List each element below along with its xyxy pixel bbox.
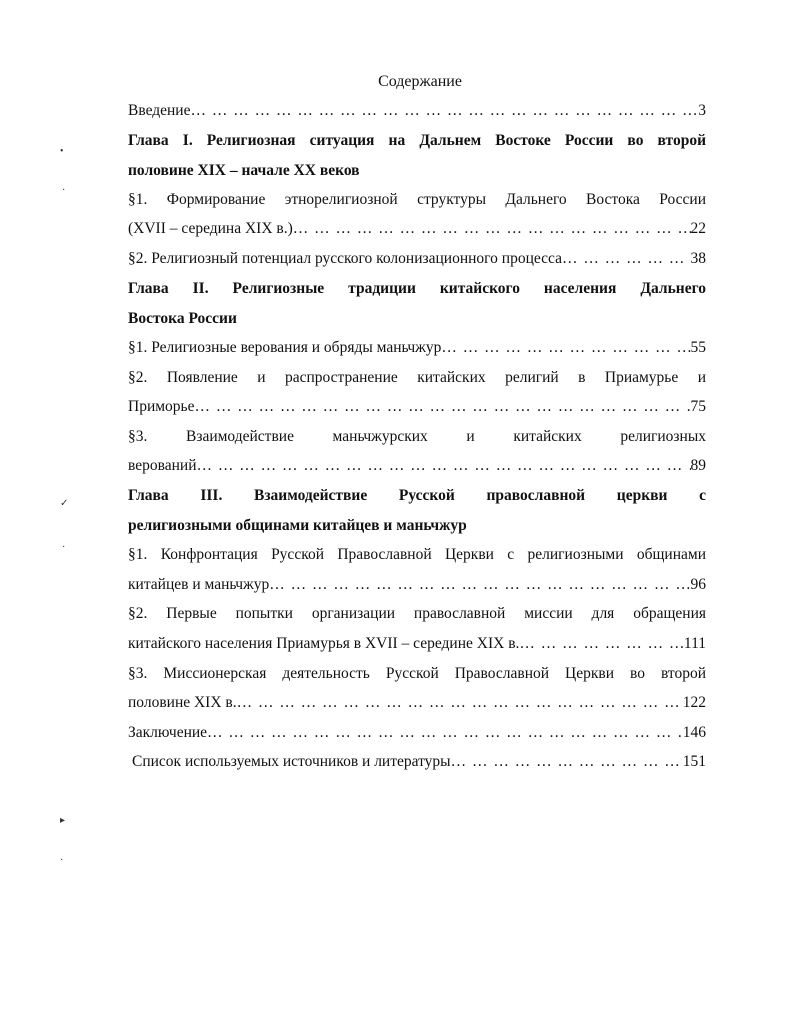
dot-leader xyxy=(195,395,691,419)
dot-leader xyxy=(451,750,683,774)
dot-leader xyxy=(441,336,690,360)
scan-speck: ✓ xyxy=(60,498,69,509)
toc-chapter-3-line-1[interactable]: Глава III. Взаимодействие Русской православной церкви с xyxy=(128,487,706,504)
toc-entry-introduction[interactable]: Введение … … … … … … … … … … … … … … … … … … … … … … … … … … … … … … … … … … … … … … … … … … … … … … … … … … … … … … … … … … 3 xyxy=(128,99,706,123)
page-title: Содержание xyxy=(378,73,462,90)
toc-section-2-2-line-1[interactable]: §2. Появление и распространение китайских религий в Приамурье и xyxy=(128,369,706,386)
toc-chapter-2-line-1[interactable]: Глава II. Религиозные традиции китайского населения Дальнего xyxy=(128,280,706,297)
toc-section-1-1-line-1[interactable]: §1. Формирование этнорелигиозной структуры Дальнего Востока России xyxy=(128,191,706,208)
scan-speck: · xyxy=(62,185,66,196)
toc-section-2-3-line-2[interactable]: верований … … … … … … … … … … … … … … … … … … … … … … … … … … … … … … … … … … … … … … … … … … … … … … … … … … … … … … … … … … 89 xyxy=(128,454,706,478)
toc-section-3-3-line-2[interactable]: половине XIX в. … … … … … … … … … … … … … … … … … … … … … … … … … … … … … … … … … … … … … … … … … … … … … … … … … … … … … … … … … … 122 xyxy=(128,691,706,715)
page-number: 146 xyxy=(682,724,706,741)
page-number: 111 xyxy=(683,635,706,652)
dot-leader xyxy=(269,573,690,597)
toc-chapter-3-line-2[interactable]: религиозными общинами китайцев и маньчжур xyxy=(128,517,467,534)
page-number: 89 xyxy=(690,457,706,474)
scan-speck: · xyxy=(62,542,66,553)
toc-section-2-1[interactable]: §1. Религиозные верования и обряды маньчжур … … … … … … … … … … … … … … … … … … … … … … … … … … … … … … … … … … … … … … … … … … … … … … … … … … … … … … … … … … 55 xyxy=(128,336,706,360)
toc-chapter-2-line-2[interactable]: Востока России xyxy=(128,310,237,327)
page-number: 38 xyxy=(690,250,706,267)
toc-section-3-1-line-1[interactable]: §1. Конфронтация Русской Православной Церкви с религиозными общинами xyxy=(128,546,706,563)
toc-section-2-2-line-2[interactable]: Приморье … … … … … … … … … … … … … … … … … … … … … … … … … … … … … … … … … … … … … … … … … … … … … … … … … … … … … … … … … … 75 xyxy=(128,395,706,419)
toc-entry-conclusion[interactable]: Заключение … … … … … … … … … … … … … … … … … … … … … … … … … … … … … … … … … … … … … … … … … … … … … … … … … … … … … … … … … … 146 xyxy=(128,721,706,745)
toc-section-2-3-line-1[interactable]: §3. Взаимодействие маньчжурских и китайских религиозных xyxy=(128,428,706,445)
toc-section-3-1-line-2[interactable]: китайцев и маньчжур … … … … … … … … … … … … … … … … … … … … … … … … … … … … … … … … … … … … … … … … … … … … … … … … … … … … … … … … … … 96 xyxy=(128,573,706,597)
dot-leader xyxy=(562,247,691,271)
dot-leader xyxy=(519,632,684,656)
toc-section-3-2-line-1[interactable]: §2. Первые попытки организации православной миссии для обращения xyxy=(128,605,706,622)
dot-leader xyxy=(207,721,683,745)
toc-section-1-2[interactable]: §2. Религиозный потенциал русского колонизационного процесса … … … … … … … … … … … … … … … … … … … … … … … … … … … … … … … … … … … … … … … … … … … … … … … … … … … … … … … … … … 38 xyxy=(128,247,706,271)
page-number: 96 xyxy=(690,576,706,593)
dot-leader xyxy=(197,454,691,478)
dot-leader xyxy=(237,691,683,715)
dot-leader xyxy=(190,99,698,123)
toc-entry-bibliography[interactable]: Список используемых источников и литературы … … … … … … … … … … … … … … … … … … … … … … … … … … … … … … … … … … … … … … … … … … … … … … … … … … … … … … … … … … 151 xyxy=(132,750,706,774)
page-number: 3 xyxy=(698,102,706,119)
toc-chapter-1-line-2[interactable]: половине XIX – начале XX веков xyxy=(128,162,360,179)
dot-leader xyxy=(293,217,691,241)
page-number: 122 xyxy=(682,694,706,711)
page-number: 22 xyxy=(690,220,706,237)
scan-speck: ▸ xyxy=(60,815,66,826)
toc-chapter-1-line-1[interactable]: Глава I. Религиозная ситуация на Дальнем Востоке России во второй xyxy=(128,132,706,149)
toc-section-3-3-line-1[interactable]: §3. Миссионерская деятельность Русской Православной Церкви во второй xyxy=(128,665,706,682)
page-number: 151 xyxy=(682,753,706,770)
toc-section-1-1-line-2[interactable]: (XVII – середина XIX в.) … … … … … … … … … … … … … … … … … … … … … … … … … … … … … … … … … … … … … … … … … … … … … … … … … … … … … … … … … … 22 xyxy=(128,217,706,241)
page-number: 75 xyxy=(690,398,706,415)
scan-speck: · xyxy=(60,855,64,866)
page-number: 55 xyxy=(690,339,706,356)
toc-section-3-2-line-2[interactable]: китайского населения Приамурья в XVII – середине XIX в. … … … … … … … … … … … … … … … … … … … … … … … … … … … … … … … … … … … … … … … … … … … … … … … … … … … … … … … … … … 111 xyxy=(128,632,706,656)
scan-speck: • xyxy=(60,146,64,157)
